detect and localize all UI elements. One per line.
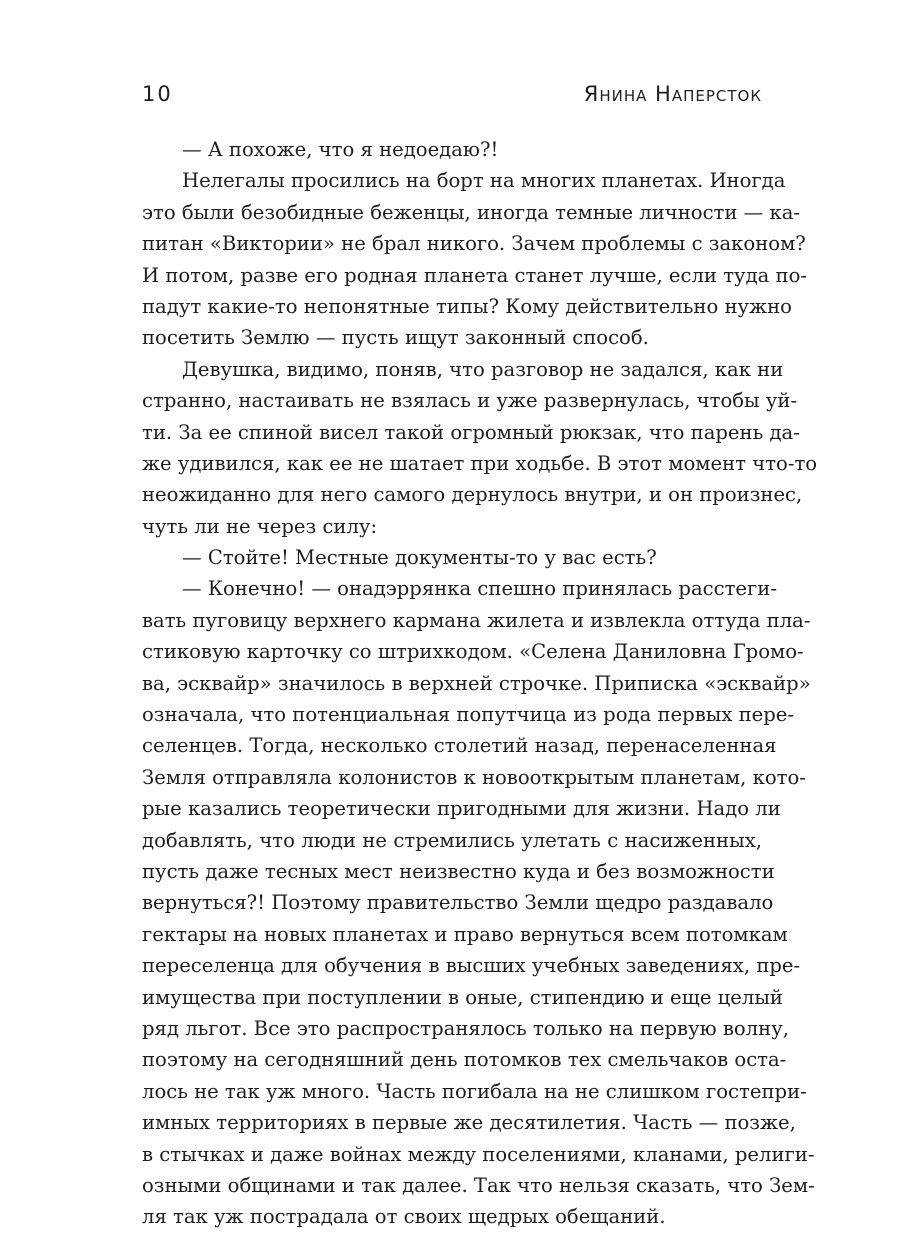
text-line: Девушка, видимо, поняв, что разговор не задался, как ни — [182, 357, 784, 381]
text-line: лось не так уж много. Часть погибала на не слишком гостепри- — [142, 1079, 807, 1103]
text-line: чуть ли не через силу: — [142, 514, 378, 538]
text-line: в стычках и даже войнах между поселениями, кланами, религи- — [142, 1142, 815, 1166]
text-line: ля так уж пострадала от своих щедрых обещаний. — [142, 1205, 666, 1229]
text-line: вать пуговицу верхнего кармана жилета и извлекла оттуда пла- — [142, 608, 811, 632]
text-line: селенцев. Тогда, несколько столетий назад, перенаселенная — [142, 734, 777, 758]
text-line: означала, что потенциальная попутчица из рода первых пере- — [142, 703, 795, 727]
text-line: имных территориях в первые же десятилетия. Часть — позже, — [142, 1111, 796, 1135]
text-line: посетить Землю — пусть ищут законный способ. — [142, 326, 649, 350]
text-line: — Конечно! — онадэррянка спешно принялась расстеги- — [182, 577, 777, 601]
text-line: стиковую карточку со штрихкодом. «Селена Даниловна Громо- — [142, 640, 804, 664]
text-line: имущества при поступлении в оные, стипендию и еще целый — [142, 985, 783, 1009]
running-title-author: Янина Наперсток — [583, 82, 762, 106]
text-line: поэтому на сегодняшний день потомков тех смельчаков оста- — [142, 1048, 787, 1072]
text-line: добавлять, что люди не стремились улетать с насиженных, — [142, 828, 762, 852]
text-line: странно, настаивать не взялась и уже развернулась, чтобы уй- — [142, 389, 798, 413]
text-line: же удивился, как ее не шатает при ходьбе. В этот момент что-то — [142, 451, 818, 475]
text-line: Земля отправляла колонистов к новооткрытым планетам, кото- — [142, 765, 806, 789]
text-line: неожиданно для него самого дернулось внутри, и он произнес, — [142, 483, 803, 507]
text-line: И потом, разве его родная планета станет лучше, если туда по- — [142, 263, 808, 287]
text-line: ва, эсквайр» значилось в верхней строчке. Приписка «эсквайр» — [142, 671, 811, 695]
text-line: озными общинами и так далее. Так что нельзя сказать, что Зем- — [142, 1173, 815, 1197]
text-line: рые казались теоретически пригодными для жизни. Надо ли — [142, 797, 781, 821]
text-line: — Стойте! Местные документы-то у вас есть? — [182, 546, 657, 570]
text-line: вернуться?! Поэтому правительство Земли щедро раздавало — [142, 891, 774, 915]
text-line: падут какие-то непонятные типы? Кому действительно нужно — [142, 294, 792, 318]
text-line: Нелегалы просились на борт на многих планетах. Иногда — [182, 169, 786, 193]
text-line: питан «Виктории» не брал никого. Зачем проблемы с законом? — [142, 232, 806, 256]
text-line: пусть даже тесных мест неизвестно куда и без возможности — [142, 859, 775, 883]
page-header — [142, 82, 762, 112]
text-line: гектары на новых планетах и право вернуться всем потомкам — [142, 922, 788, 946]
text-line: ряд льгот. Все это распространялось только на первую волну, — [142, 1016, 789, 1040]
body-text — [142, 134, 818, 1233]
text-line: — А похоже, что я недоедаю?! — [182, 138, 499, 161]
page-number: 10 — [142, 82, 173, 106]
text-line: переселенца для обучения в высших учебных заведениях, пре- — [142, 954, 801, 978]
text-line: это были безобидные беженцы, иногда темные личности — ка- — [142, 200, 801, 224]
text-line: ти. За ее спиной висел такой огромный рюкзак, что парень да- — [142, 420, 800, 444]
